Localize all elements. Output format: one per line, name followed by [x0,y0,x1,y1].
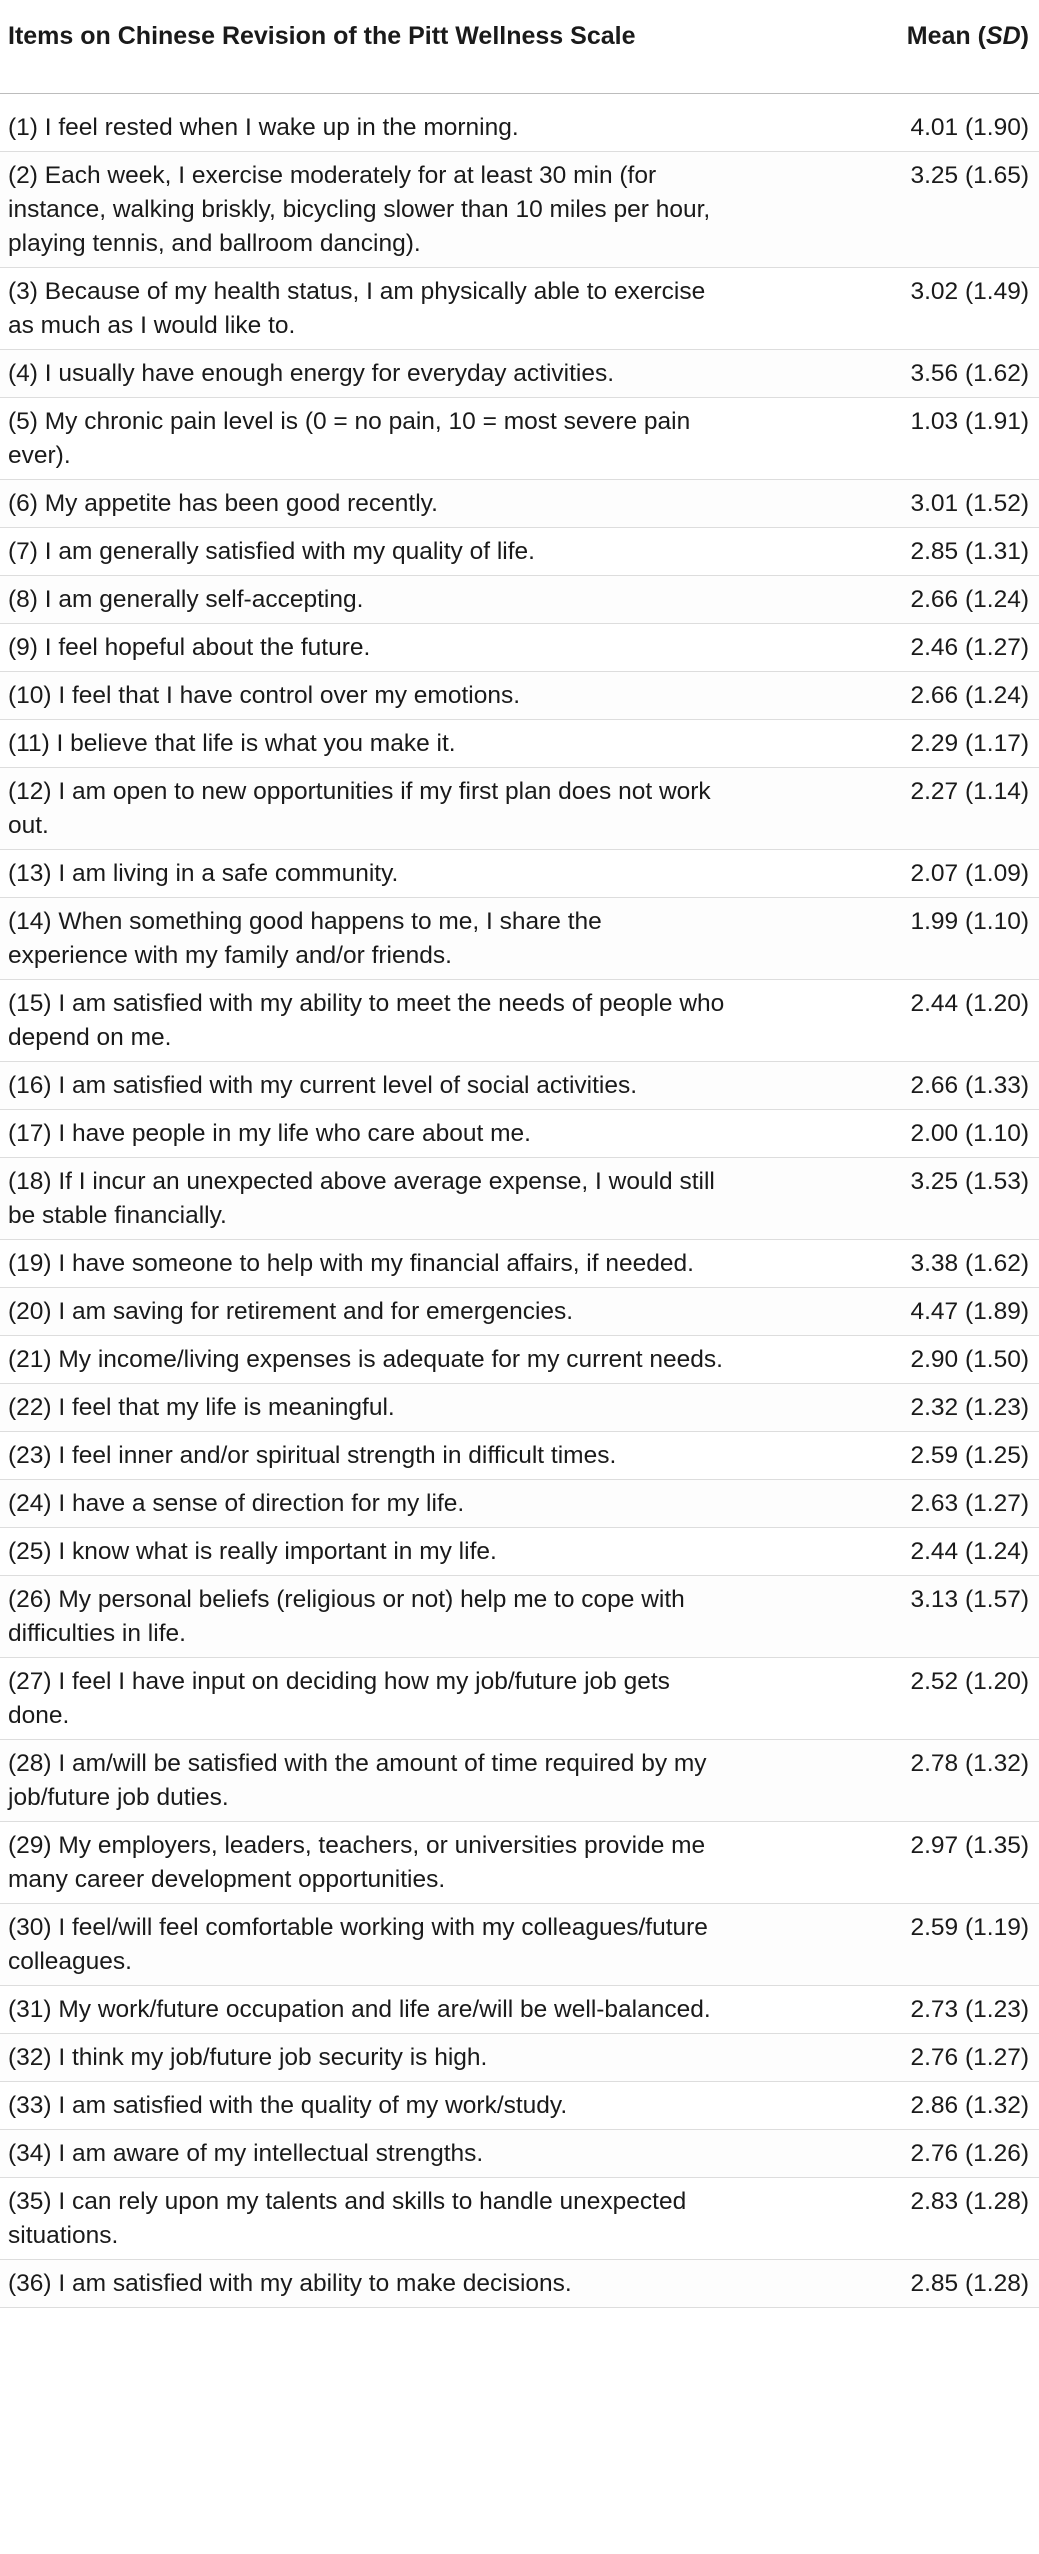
table-row [0,898,1039,980]
table-row [0,850,1039,898]
item-text: (22) I feel that my life is meaningful. [8,1394,395,1421]
item-text: (9) I feel hopeful about the future. [8,634,371,661]
item-mean-sd: 3.25 (1.65) [910,162,1029,189]
item-text: (1) I feel rested when I wake up in the morning. [8,114,519,141]
item-text: (27) I feel I have input on deciding how my job/future job gets done. [8,1668,670,1729]
table-row [0,2082,1039,2130]
item-mean-sd: 2.97 (1.35) [910,1832,1029,1859]
item-text: (23) I feel inner and/or spiritual strength in difficult times. [8,1442,617,1469]
item-text: (12) I am open to new opportunities if my first plan does not work out. [8,778,711,839]
table-row [0,1240,1039,1288]
table-header [0,0,1039,94]
item-mean-sd: 2.29 (1.17) [910,730,1029,757]
table-row [0,1528,1039,1576]
item-text: (35) I can rely upon my talents and skills to handle unexpected situations. [8,2188,687,2249]
table-row [0,398,1039,480]
table-row [0,104,1039,152]
item-text: (30) I feel/will feel comfortable working with my colleagues/future colleagues. [8,1914,708,1975]
table-row [0,624,1039,672]
item-text: (26) My personal beliefs (religious or not) help me to cope with difficulties in life. [8,1586,685,1647]
item-mean-sd: 2.66 (1.33) [910,1072,1029,1099]
item-mean-sd: 2.00 (1.10) [910,1120,1029,1147]
item-text: (16) I am satisfied with my current level of social activities. [8,1072,638,1099]
item-mean-sd: 3.25 (1.53) [910,1168,1029,1195]
item-mean-sd: 2.66 (1.24) [910,586,1029,613]
table-row [0,1480,1039,1528]
item-text: (19) I have someone to help with my financial affairs, if needed. [8,1250,694,1277]
table-row [0,1336,1039,1384]
item-mean-sd: 1.03 (1.91) [910,408,1029,435]
table-row [0,980,1039,1062]
item-text: (25) I know what is really important in my life. [8,1538,497,1565]
item-text: (15) I am satisfied with my ability to meet the needs of people who depend on me. [8,990,725,1051]
item-mean-sd: 3.02 (1.49) [910,278,1029,305]
item-mean-sd: 2.32 (1.23) [910,1394,1029,1421]
item-mean-sd: 2.78 (1.32) [910,1750,1029,1777]
item-mean-sd: 2.46 (1.27) [910,634,1029,661]
item-mean-sd: 2.85 (1.31) [910,538,1029,565]
item-mean-sd: 3.13 (1.57) [910,1586,1029,1613]
table-row [0,528,1039,576]
item-text: (5) My chronic pain level is (0 = no pain, 10 = most severe pain ever). [8,408,691,469]
item-mean-sd: 4.47 (1.89) [910,1298,1029,1325]
table-row [0,1158,1039,1240]
item-text: (17) I have people in my life who care about me. [8,1120,531,1147]
table-row [0,720,1039,768]
table-row [0,1432,1039,1480]
item-mean-sd: 3.01 (1.52) [910,490,1029,517]
mean-label: Mean [906,22,971,50]
table-row [0,1822,1039,1904]
item-text: (21) My income/living expenses is adequate for my current needs. [8,1346,723,1373]
item-mean-sd: 2.90 (1.50) [910,1346,1029,1373]
item-text: (7) I am generally satisfied with my quality of life. [8,538,535,565]
item-text: (24) I have a sense of direction for my life. [8,1490,465,1517]
item-text: (20) I am saving for retirement and for emergencies. [8,1298,574,1325]
item-mean-sd: 2.59 (1.19) [910,1914,1029,1941]
item-text: (18) If I incur an unexpected above average expense, I would still be stable financially. [8,1168,715,1229]
table-row [0,1904,1039,1986]
item-mean-sd: 2.07 (1.09) [910,860,1029,887]
item-text: (36) I am satisfied with my ability to make decisions. [8,2270,572,2297]
item-mean-sd: 2.76 (1.27) [910,2044,1029,2071]
item-text: (28) I am/will be satisfied with the amount of time required by my job/future job duties. [8,1750,707,1811]
item-mean-sd: 2.76 (1.26) [910,2140,1029,2167]
table-body [0,94,1039,2308]
item-mean-sd: 2.63 (1.27) [910,1490,1029,1517]
item-mean-sd: 2.73 (1.23) [910,1996,1029,2023]
item-mean-sd: 2.44 (1.24) [910,1538,1029,1565]
table-row [0,152,1039,268]
table-row [0,1986,1039,2034]
table-row [0,1288,1039,1336]
item-mean-sd: 3.56 (1.62) [910,360,1029,387]
item-text: (13) I am living in a safe community. [8,860,399,887]
item-mean-sd: 2.83 (1.28) [910,2188,1029,2215]
item-text: (29) My employers, leaders, teachers, or universities provide me many career development opportunities. [8,1832,706,1893]
table-row [0,1062,1039,1110]
item-text: (11) I believe that life is what you make it. [8,730,456,757]
table-row [0,480,1039,528]
item-text: (8) I am generally self-accepting. [8,586,364,613]
table-row [0,768,1039,850]
item-text: (34) I am aware of my intellectual strengths. [8,2140,484,2167]
table-row [0,2260,1039,2308]
table-row [0,1384,1039,1432]
sd-label: SD [985,22,1021,50]
table-row [0,2178,1039,2260]
item-mean-sd: 2.44 (1.20) [910,990,1029,1017]
item-mean-sd: 2.66 (1.24) [910,682,1029,709]
table-row [0,1110,1039,1158]
table-row [0,672,1039,720]
table-row [0,268,1039,350]
column-header-items: Items on Chinese Revision of the Pitt Wellness Scale [8,22,636,50]
item-text: (2) Each week, I exercise moderately for at least 30 min (for instance, walking briskly, bicycling slower than 10 miles per hour, playing tennis, and ballroom dancing). [8,162,711,257]
column-header-mean: Mean (SD) [906,22,1029,50]
item-text: (10) I feel that I have control over my emotions. [8,682,521,709]
item-text: (14) When something good happens to me, I share the experience with my family and/or friends. [8,908,602,969]
table-row [0,1658,1039,1740]
item-text: (6) My appetite has been good recently. [8,490,438,517]
item-text: (33) I am satisfied with the quality of my work/study. [8,2092,568,2119]
item-text: (32) I think my job/future job security is high. [8,2044,488,2071]
item-mean-sd: 2.59 (1.25) [910,1442,1029,1469]
item-mean-sd: 2.27 (1.14) [910,778,1029,805]
item-mean-sd: 2.85 (1.28) [910,2270,1029,2297]
item-text: (3) Because of my health status, I am physically able to exercise as much as I would like to. [8,278,706,339]
table-row [0,1576,1039,1658]
table-row [0,2034,1039,2082]
item-text: (31) My work/future occupation and life are/will be well-balanced. [8,1996,711,2023]
item-mean-sd: 2.86 (1.32) [910,2092,1029,2119]
table-row [0,576,1039,624]
table-row [0,2130,1039,2178]
item-mean-sd: 1.99 (1.10) [910,908,1029,935]
table-row [0,1740,1039,1822]
item-mean-sd: 2.52 (1.20) [910,1668,1029,1695]
table-row [0,350,1039,398]
item-text: (4) I usually have enough energy for everyday activities. [8,360,615,387]
item-mean-sd: 4.01 (1.90) [910,114,1029,141]
item-mean-sd: 3.38 (1.62) [910,1250,1029,1277]
